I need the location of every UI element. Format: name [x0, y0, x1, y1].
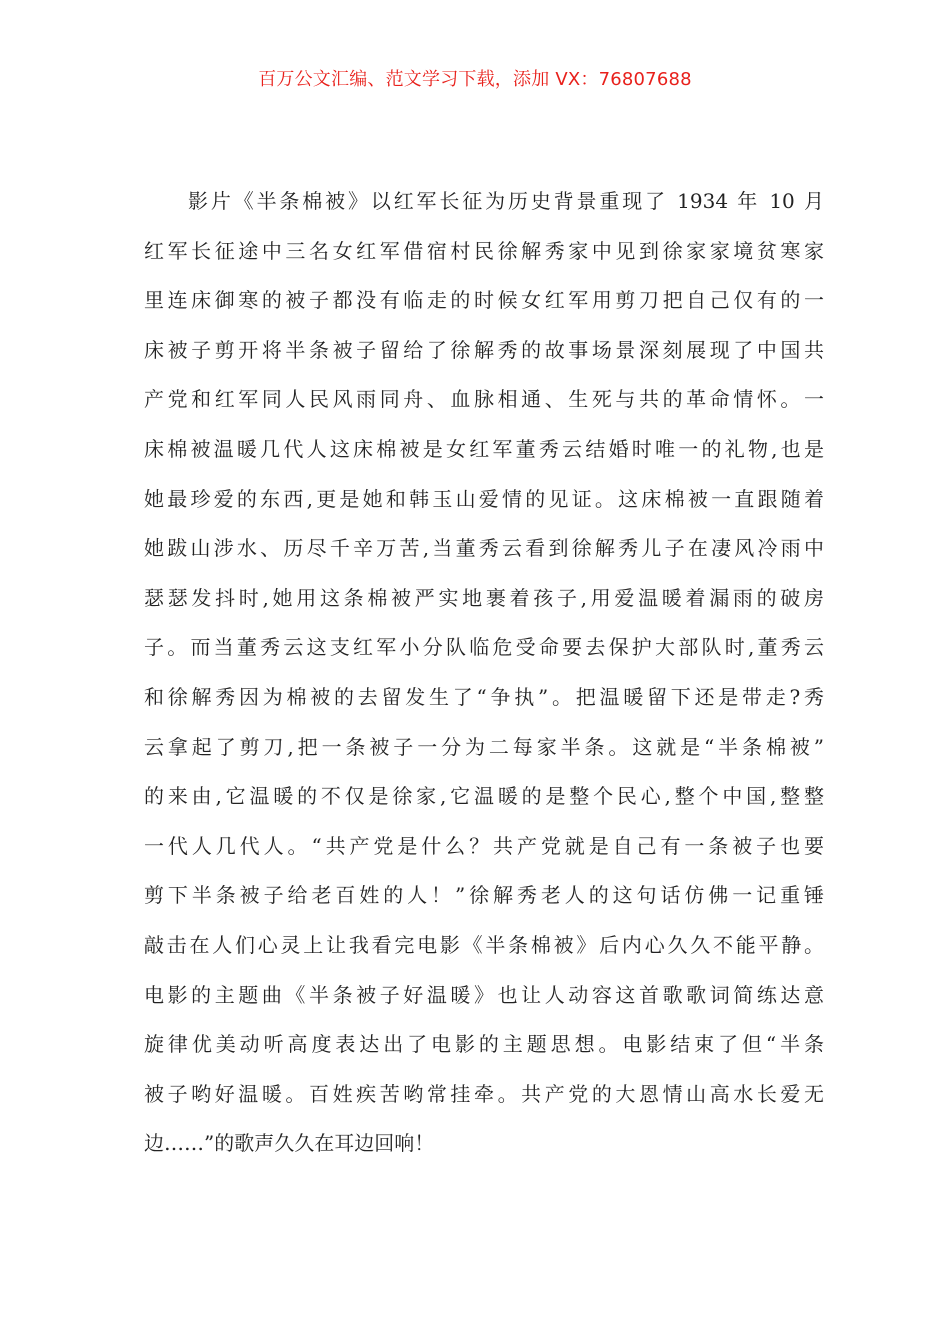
paragraph-line: 产党和红军同人民风雨同舟、血脉相通、生死与共的革命情怀。一: [144, 387, 824, 412]
paragraph-line: 里连床御寒的被子都没有临走的时候女红军用剪刀把自己仅有的一: [144, 288, 824, 313]
paragraph-line: 影片《半条棉被》以红军长征为历史背景重现了 1934 年 10 月: [188, 189, 824, 213]
paragraph-line-last: 边……”的歌声久久在耳边回响！: [144, 1131, 435, 1156]
paragraph-line: 子。而当董秀云这支红军小分队临危受命要去保护大部队时,董秀云: [144, 635, 824, 660]
paragraph-line: 电影的主题曲《半条被子好温暖》也让人动容这首歌歌词简练达意: [144, 982, 824, 1007]
paragraph-line: 和徐解秀因为棉被的去留发生了“争执”。把温暖留下还是带走?秀: [144, 684, 824, 709]
paragraph-line: 床被子剪开将半条被子留给了徐解秀的故事场景深刻展现了中国共: [144, 337, 824, 362]
paragraph-line: 红军长征途中三名女红军借宿村民徐解秀家中见到徐家家境贫寒家: [144, 238, 824, 263]
paragraph-line: 敲击在人们心灵上让我看完电影《半条棉被》后内心久久不能平静。: [144, 932, 824, 957]
paragraph-line: 瑟瑟发抖时,她用这条棉被严实地裹着孩子,用爱温暖着漏雨的破房: [144, 585, 824, 610]
paragraph-line: 的来由,它温暖的不仅是徐家,它温暖的是整个民心,整个中国,整整: [144, 784, 824, 809]
paragraph-line: 她跋山涉水、历尽千辛万苦,当董秀云看到徐解秀儿子在凄风冷雨中: [144, 536, 824, 561]
paragraph-line: 云拿起了剪刀,把一条被子一分为二每家半条。这就是“半条棉被”: [144, 734, 824, 759]
paragraph-line: 她最珍爱的东西,更是她和韩玉山爱情的见证。这床棉被一直跟随着: [144, 486, 824, 511]
paragraph-line: 剪下半条被子给老百姓的人！”徐解秀老人的这句话仿佛一记重锤: [144, 883, 824, 908]
paragraph-line: 一代人几代人。“共产党是什么？共产党就是自己有一条被子也要: [144, 833, 824, 858]
paragraph-line: 旋律优美动听高度表达出了电影的主题思想。电影结束了但“半条: [144, 1032, 824, 1057]
paragraph-line: 被子哟好温暖。百姓疾苦哟常挂牵。共产党的大恩情山高水长爱无: [144, 1081, 824, 1106]
article-body: [144, 177, 824, 1169]
header-watermark-text: 百万公文汇编、范文学习下载，添加 VX：76807688: [258, 69, 692, 90]
paragraph-line: 床棉被温暖几代人这床棉被是女红军董秀云结婚时唯一的礼物,也是: [144, 436, 824, 461]
